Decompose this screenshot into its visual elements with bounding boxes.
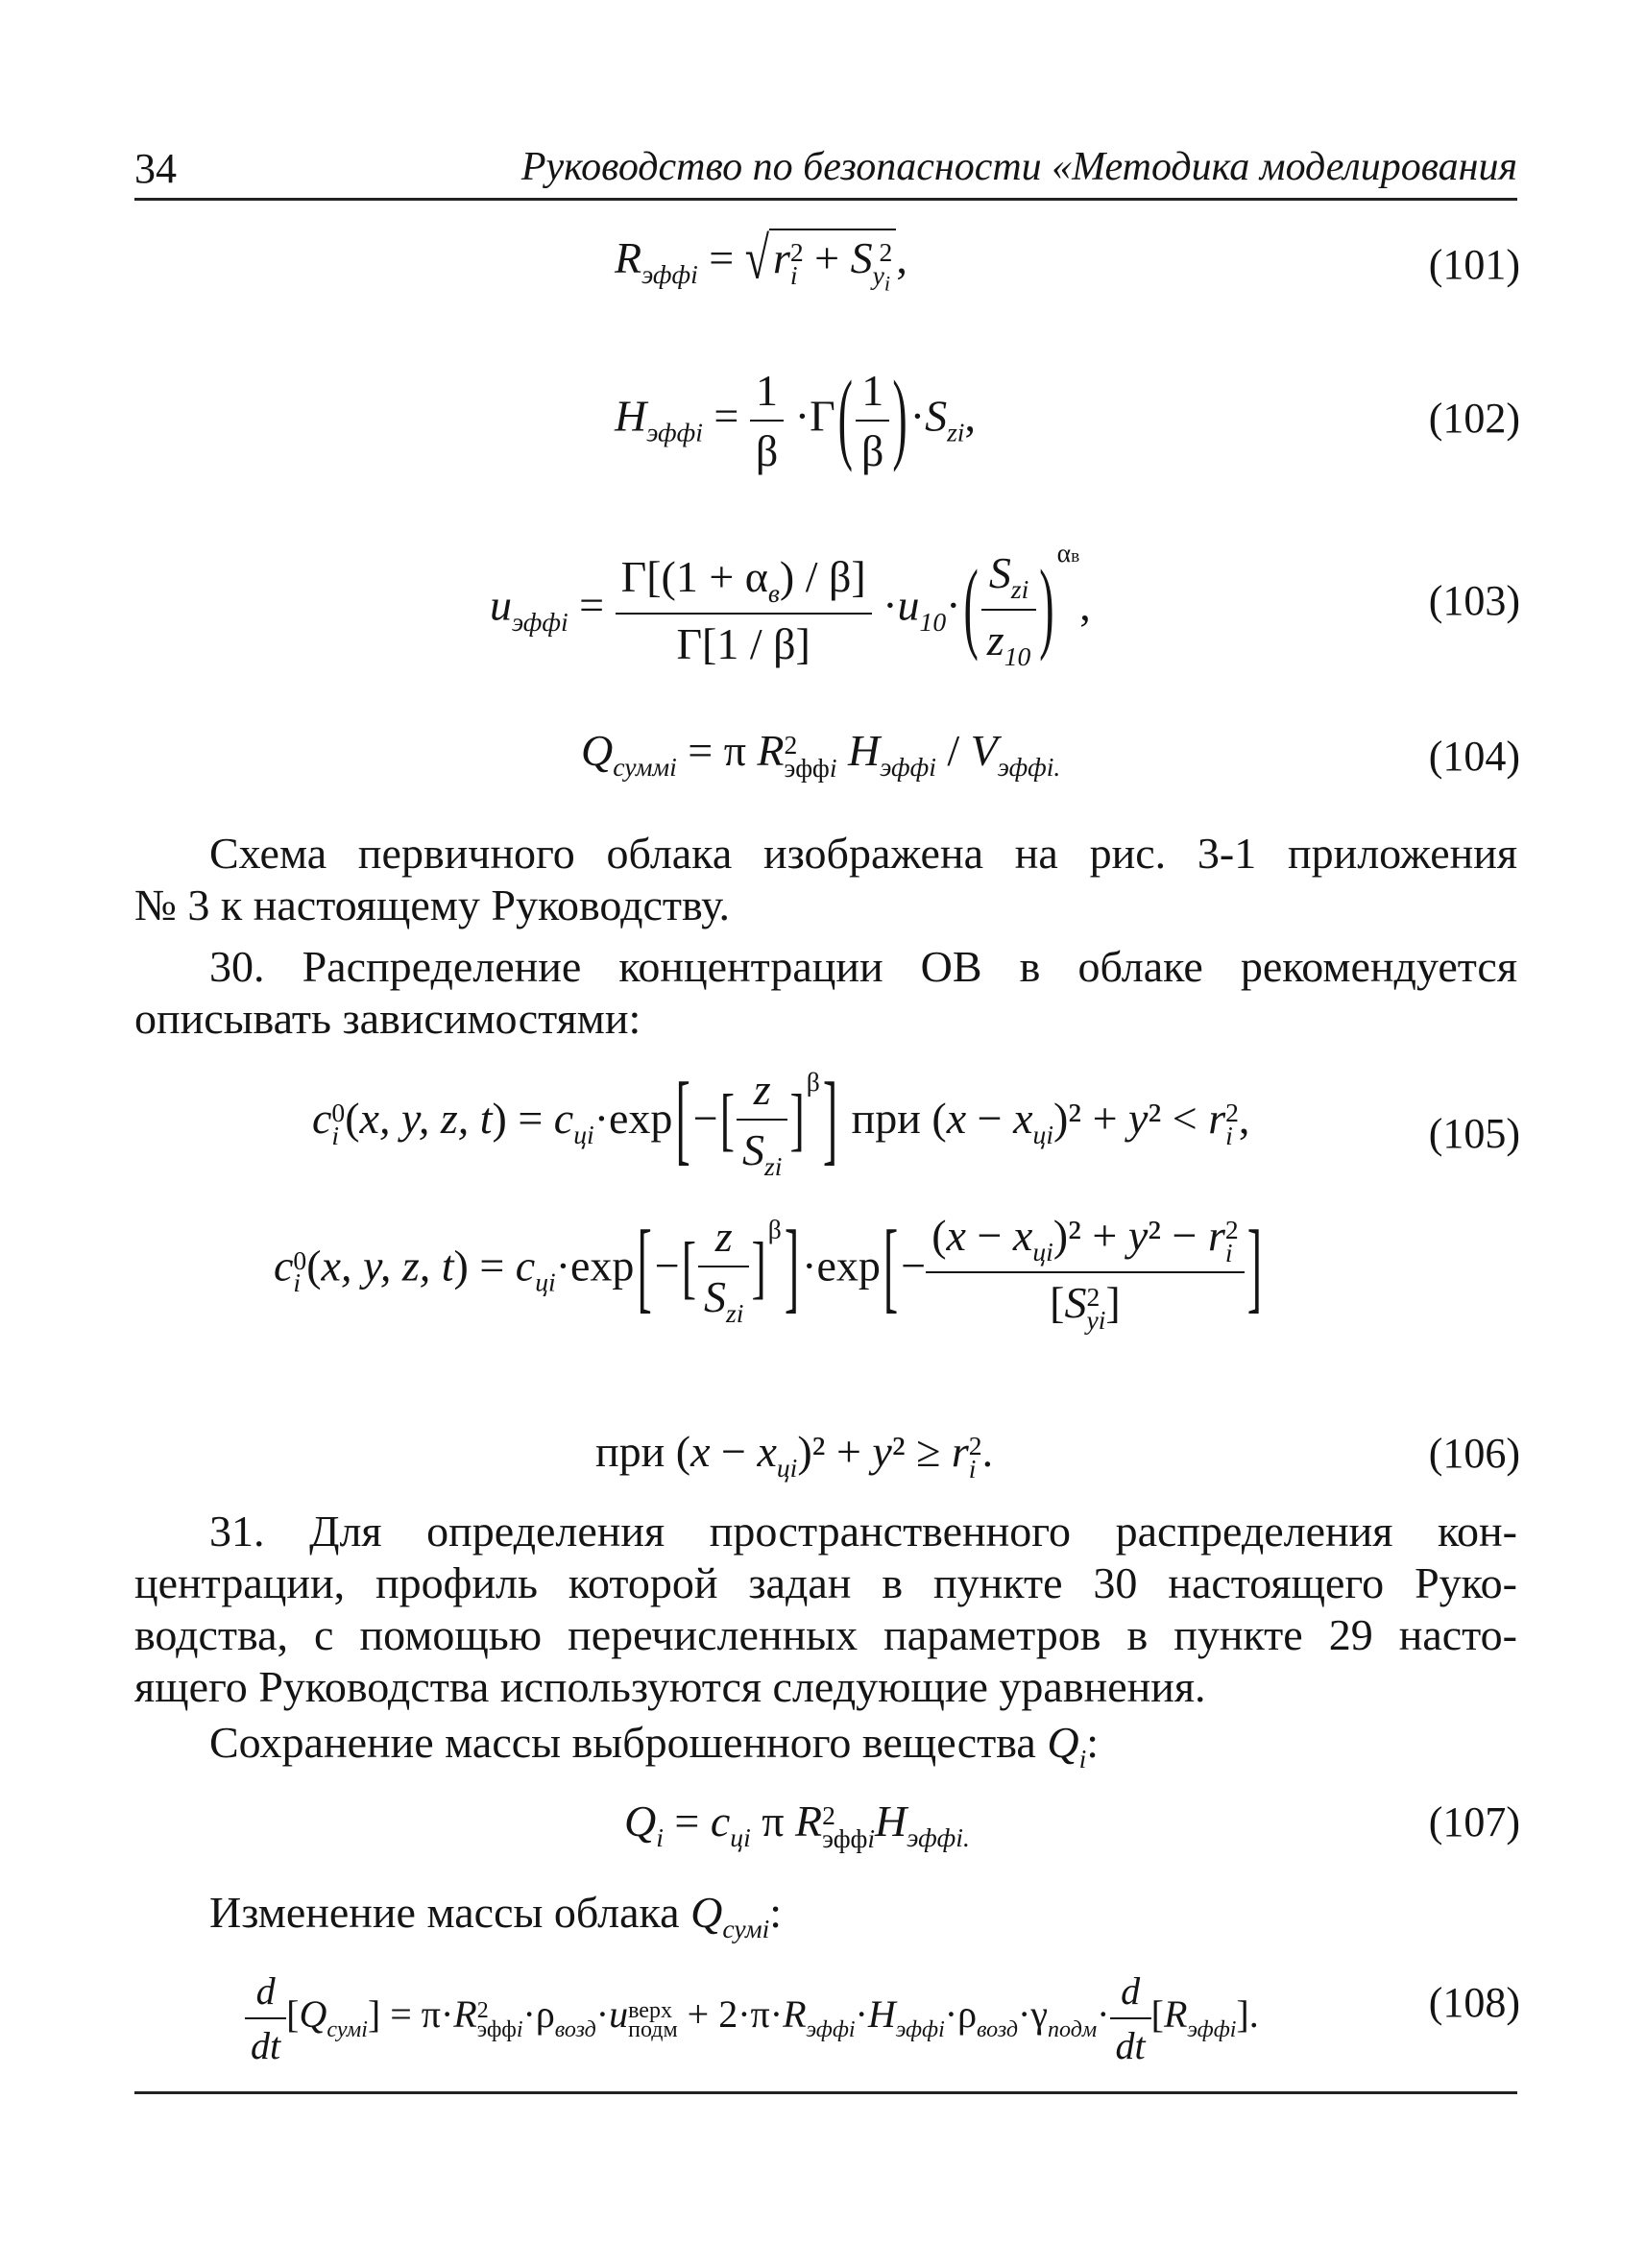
- formula-106-condition: при $(x - x_{цi})^2 + y^2 \ge r$ 2 i .: [595, 1427, 994, 1484]
- equation-number-101: (101): [1428, 241, 1520, 288]
- formula-105: c 0 i (x, y, z, $t) = c_{цi}\cdot\exp[-$[ $\frac{z}{S_{zi}}$ ]$^\beta$] при $(x - x_{цi})^2 + y^2 < r$ 2 i ,: [312, 1061, 1250, 1182]
- text-line: Схема первичного облака изображена на рис. 3-1 приложения: [209, 829, 1517, 878]
- text-line: 30. Распределение концентрации ОВ в облаке рекомендуется: [209, 942, 1517, 991]
- formula-103: $u_{эффi}$ = $\frac{\Gamma[(1 + \alpha_в) / \beta]}{\Gamma[1 / \beta]}$ $\cdot u_{10}\cdot$( $\frac{S_{zi}}{z_{10}}$ ) $^{\alpha в}$,: [490, 538, 1091, 672]
- equation-number-106: (106): [1428, 1430, 1520, 1477]
- text-line: Сохранение массы выброшенного вещества: [209, 1718, 1036, 1767]
- equation-number-107: (107): [1428, 1798, 1520, 1846]
- header-rule: [134, 198, 1517, 201]
- paragraph-cloud-mass-change: Изменение массы облака $Q_{сумi}$:: [209, 1888, 783, 1944]
- formula-104: $Q_{суммi} = \pi$ R 2 эффi $H_{эффi} / V_{эффi.}$: [581, 726, 1061, 783]
- paragraph-figure-reference: [134, 828, 1517, 931]
- paragraph-mass-conservation: Сохранение массы выброшенного вещества $Q_i$:: [209, 1718, 1100, 1774]
- page-header: [134, 144, 1517, 202]
- formula-108: $\frac{d}{dt}$ $[Q_{сумi}] = \pi\cdot R$ 2 эффi $\cdot\rho_{возд}\cdot u$ верх подм + $2\cdot\pi\cdot R_{эффi}\cdot H_{эффi}\cdot\rho_{возд}\cdot\gamma_{подм}\cdot$ $\frac{d}{dt}$ $[R_{эффi}]$.: [245, 1968, 1259, 2068]
- paragraph-30: [134, 941, 1517, 1045]
- text-line: № 3 к настоящему Руководству.: [134, 881, 731, 929]
- footer-rule: [134, 2091, 1517, 2094]
- formula-106: c 0 i (x, y, z, $t) = c_{цi}\cdot\exp[-$[ $\frac{z}{S_{zi}}$ ]$^\beta$]·exp[− $(x - x_{цi})^2 + y^2 - r$ 2 i [S 2 yi ] ]: [274, 1209, 1263, 1335]
- equation-number-104: (104): [1428, 733, 1520, 780]
- text-line: центрации, профиль которой задан в пункте 30 настоящего Руко-: [134, 1558, 1517, 1607]
- formula-101: $R_{эффi} = √r$ 2 i + S 2 $y_i$ ,: [615, 225, 907, 296]
- condition-word: при: [851, 1094, 921, 1144]
- text-line: Изменение массы облака: [209, 1888, 680, 1937]
- equation-number-103: (103): [1428, 577, 1520, 624]
- formula-102: $H_{эффi}$ = $\frac{1}{\beta}$ ·Γ( $\frac{1}{\beta}$ )$\cdot S_{zi}$,: [615, 359, 976, 475]
- running-title: Руководство по безопасности «Методика моделирования: [520, 145, 1517, 189]
- condition-word: при: [595, 1427, 665, 1476]
- equation-number-102: (102): [1428, 395, 1520, 442]
- paragraph-31: [134, 1506, 1517, 1713]
- text-line: водства, с помощью перечисленных параметров в пункте 29 насто-: [134, 1610, 1517, 1659]
- page-number: 34: [134, 145, 177, 192]
- text-line: описывать зависимостями:: [134, 994, 641, 1043]
- text-line: 31. Для определения пространственного распределения кон-: [209, 1507, 1517, 1556]
- equation-number-105: (105): [1428, 1110, 1520, 1157]
- formula-107: $Q_i = c_{цi}$ π R 2 эффi $H_{эффi.}$: [624, 1797, 970, 1853]
- text-line: ящего Руководства используются следующие уравнения.: [134, 1662, 1206, 1711]
- equation-number-108: (108): [1428, 1979, 1520, 2026]
